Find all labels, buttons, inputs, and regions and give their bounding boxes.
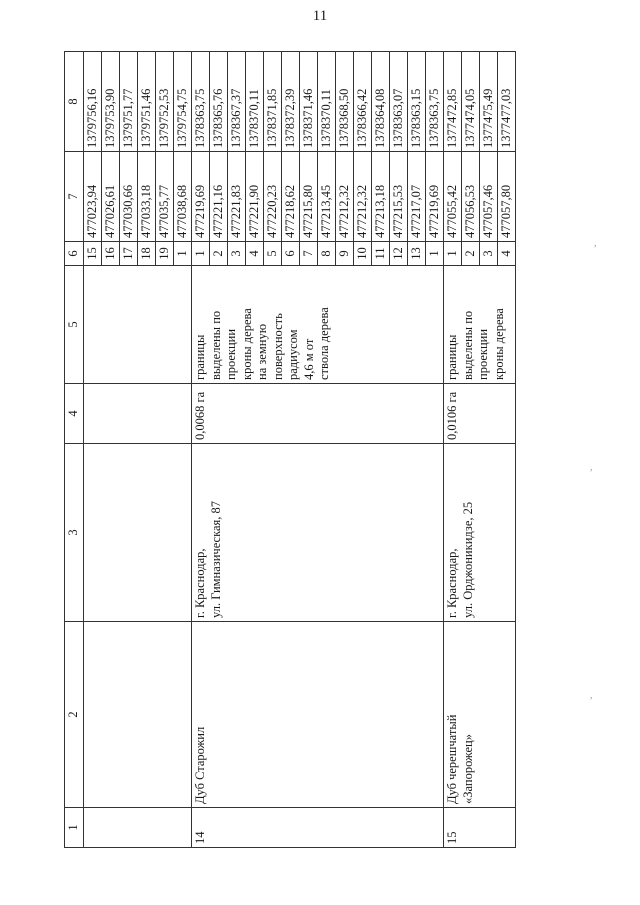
x-coordinate-cell: 477212,32 bbox=[354, 152, 372, 242]
point-number-cell: 7 bbox=[300, 242, 318, 266]
y-coordinate-cell: 1377475,49 bbox=[480, 52, 498, 152]
x-coordinate-cell: 477035,77 bbox=[156, 152, 174, 242]
point-number-cell: 4 bbox=[498, 242, 516, 266]
point-number-cell: 1 bbox=[174, 242, 192, 266]
y-coordinate-cell: 1378370,11 bbox=[246, 52, 264, 152]
x-coordinate-cell: 477219,69 bbox=[192, 152, 210, 242]
point-number-cell: 8 bbox=[318, 242, 336, 266]
point-number-cell: 17 bbox=[120, 242, 138, 266]
y-coordinate-cell: 1378371,46 bbox=[300, 52, 318, 152]
header-col-3: 3 bbox=[65, 444, 84, 622]
y-coordinate-cell: 1377474,05 bbox=[462, 52, 480, 152]
address-cell: г. Краснодар, ул. Гимназическая, 87 bbox=[192, 444, 444, 622]
record-number-cell: 15 bbox=[444, 808, 516, 848]
area-cell: 0,0106 га bbox=[444, 384, 516, 444]
x-coordinate-cell: 477033,18 bbox=[138, 152, 156, 242]
description-cell: границы выделены по проекции кроны дерева на земную поверхность радиусом 4,6 м от ствола дерева bbox=[192, 266, 444, 384]
table-row bbox=[192, 52, 210, 848]
point-number-cell: 15 bbox=[84, 242, 102, 266]
x-coordinate-cell: 477221,83 bbox=[228, 152, 246, 242]
x-coordinate-cell: 477056,53 bbox=[462, 152, 480, 242]
x-coordinate-cell: 477213,18 bbox=[372, 152, 390, 242]
y-coordinate-cell: 1378365,76 bbox=[210, 52, 228, 152]
x-coordinate-cell: 477038,68 bbox=[174, 152, 192, 242]
y-coordinate-cell: 1377477,03 bbox=[498, 52, 516, 152]
y-coordinate-cell: 1378370,11 bbox=[318, 52, 336, 152]
point-number-cell: 12 bbox=[390, 242, 408, 266]
point-number-cell: 9 bbox=[336, 242, 354, 266]
margin-mark: , bbox=[590, 690, 593, 701]
x-coordinate-cell: 477220,23 bbox=[264, 152, 282, 242]
point-number-cell: 6 bbox=[282, 242, 300, 266]
table-row bbox=[84, 52, 102, 848]
y-coordinate-cell: 1378363,07 bbox=[390, 52, 408, 152]
header-col-5: 5 bbox=[65, 266, 84, 384]
point-number-cell: 10 bbox=[354, 242, 372, 266]
y-coordinate-cell: 1378368,50 bbox=[336, 52, 354, 152]
object-name-cell bbox=[84, 622, 192, 808]
point-number-cell: 5 bbox=[264, 242, 282, 266]
header-row bbox=[65, 52, 84, 848]
record-number-cell bbox=[84, 808, 192, 848]
header-col-4: 4 bbox=[65, 384, 84, 444]
y-coordinate-cell: 1378371,85 bbox=[264, 52, 282, 152]
point-number-cell: 4 bbox=[246, 242, 264, 266]
y-coordinate-cell: 1378363,75 bbox=[426, 52, 444, 152]
description-cell bbox=[84, 266, 192, 384]
coordinates-table bbox=[64, 51, 516, 848]
y-coordinate-cell: 1379751,46 bbox=[138, 52, 156, 152]
point-number-cell: 16 bbox=[102, 242, 120, 266]
x-coordinate-cell: 477055,42 bbox=[444, 152, 462, 242]
y-coordinate-cell: 1378363,15 bbox=[408, 52, 426, 152]
point-number-cell: 1 bbox=[192, 242, 210, 266]
object-name-cell: Дуб черешчатый «Запорожец» bbox=[444, 622, 516, 808]
point-number-cell: 18 bbox=[138, 242, 156, 266]
point-number-cell: 3 bbox=[480, 242, 498, 266]
x-coordinate-cell: 477057,80 bbox=[498, 152, 516, 242]
margin-mark: , bbox=[594, 238, 597, 249]
point-number-cell: 2 bbox=[210, 242, 228, 266]
y-coordinate-cell: 1378372,39 bbox=[282, 52, 300, 152]
y-coordinate-cell: 1379756,16 bbox=[84, 52, 102, 152]
y-coordinate-cell: 1377472,85 bbox=[444, 52, 462, 152]
description-cell: границы выделены по проекции кроны дерева bbox=[444, 266, 516, 384]
x-coordinate-cell: 477221,90 bbox=[246, 152, 264, 242]
area-cell bbox=[84, 384, 192, 444]
object-name-cell: Дуб Старожил bbox=[192, 622, 444, 808]
x-coordinate-cell: 477030,66 bbox=[120, 152, 138, 242]
x-coordinate-cell: 477212,32 bbox=[336, 152, 354, 242]
point-number-cell: 11 bbox=[372, 242, 390, 266]
point-number-cell: 19 bbox=[156, 242, 174, 266]
y-coordinate-cell: 1378367,37 bbox=[228, 52, 246, 152]
y-coordinate-cell: 1379753,90 bbox=[102, 52, 120, 152]
point-number-cell: 2 bbox=[462, 242, 480, 266]
x-coordinate-cell: 477026,61 bbox=[102, 152, 120, 242]
margin-mark: , bbox=[590, 462, 593, 473]
point-number-cell: 3 bbox=[228, 242, 246, 266]
y-coordinate-cell: 1379751,77 bbox=[120, 52, 138, 152]
y-coordinate-cell: 1378366,42 bbox=[354, 52, 372, 152]
x-coordinate-cell: 477217,07 bbox=[408, 152, 426, 242]
address-cell: г. Краснодар, ул. Орджоникидзе, 25 bbox=[444, 444, 516, 622]
rotated-table-container bbox=[64, 52, 524, 848]
point-number-cell: 1 bbox=[444, 242, 462, 266]
address-cell bbox=[84, 444, 192, 622]
x-coordinate-cell: 477215,80 bbox=[300, 152, 318, 242]
point-number-cell: 13 bbox=[408, 242, 426, 266]
x-coordinate-cell: 477215,53 bbox=[390, 152, 408, 242]
header-col-6: 6 bbox=[65, 242, 84, 266]
x-coordinate-cell: 477213,45 bbox=[318, 152, 336, 242]
table-row bbox=[444, 52, 462, 848]
header-col-1: 1 bbox=[65, 808, 84, 848]
header-col-2: 2 bbox=[65, 622, 84, 808]
x-coordinate-cell: 477218,62 bbox=[282, 152, 300, 242]
y-coordinate-cell: 1378363,75 bbox=[192, 52, 210, 152]
record-number-cell: 14 bbox=[192, 808, 444, 848]
x-coordinate-cell: 477219,69 bbox=[426, 152, 444, 242]
x-coordinate-cell: 477057,46 bbox=[480, 152, 498, 242]
point-number-cell: 1 bbox=[426, 242, 444, 266]
header-col-8: 8 bbox=[65, 52, 84, 152]
y-coordinate-cell: 1378364,08 bbox=[372, 52, 390, 152]
header-col-7: 7 bbox=[65, 152, 84, 242]
x-coordinate-cell: 477221,16 bbox=[210, 152, 228, 242]
y-coordinate-cell: 1379754,75 bbox=[174, 52, 192, 152]
page-number: 11 bbox=[312, 8, 328, 24]
area-cell: 0,0068 га bbox=[192, 384, 444, 444]
x-coordinate-cell: 477023,94 bbox=[84, 152, 102, 242]
y-coordinate-cell: 1379752,53 bbox=[156, 52, 174, 152]
